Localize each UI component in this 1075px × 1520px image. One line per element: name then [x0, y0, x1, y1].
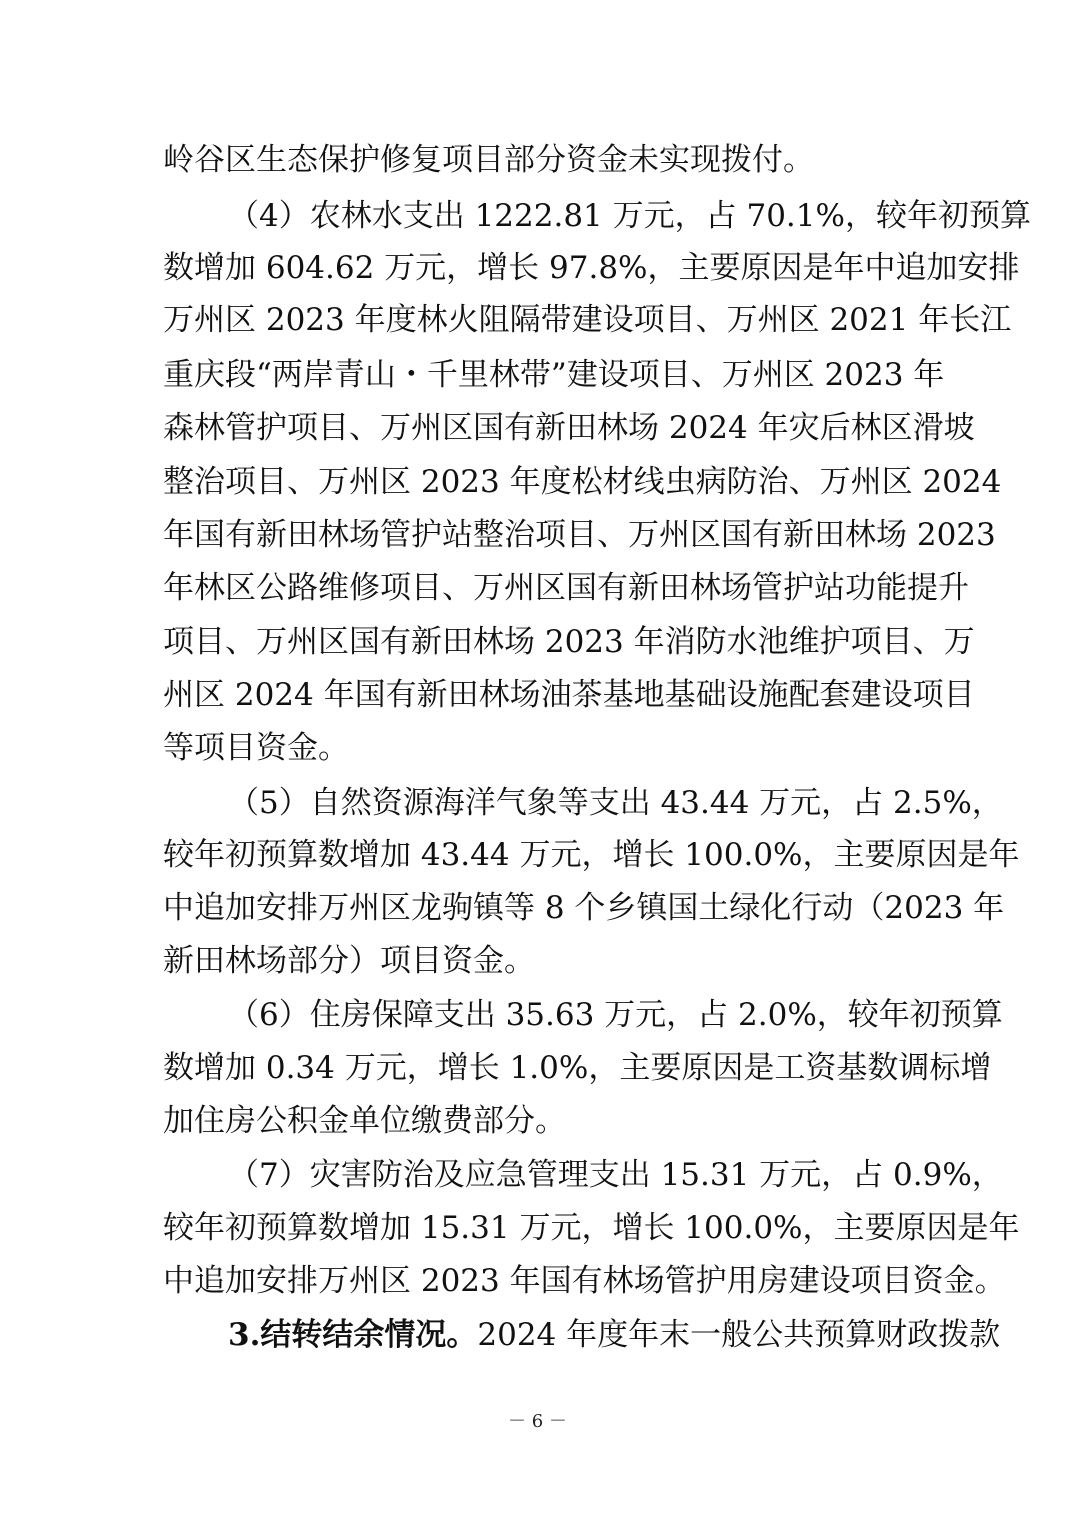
text-line: 数增加 604.62 万元，增长 97.8%，主要原因是年中追加安排	[163, 250, 1020, 286]
section-line	[228, 1315, 1001, 1355]
text-line: 等项目资金。	[163, 730, 349, 766]
text-line: 年国有新田林场管护站整治项目、万州区国有新田林场 2023	[163, 517, 996, 553]
text-line: 年林区公路维修项目、万州区国有新田林场管护站功能提升	[163, 570, 969, 606]
text-line: 中追加安排万州区龙驹镇等 8 个乡镇国土绿化行动（2023 年	[163, 890, 1005, 926]
text-line: （6）住房保障支出 35.63 万元，占 2.0%，较年初预算	[228, 997, 1003, 1033]
text-line: 新田林场部分）项目资金。	[163, 943, 535, 979]
text-line: （7）灾害防治及应急管理支出 15.31 万元，占 0.9%，	[228, 1157, 1003, 1193]
text-line: 州区 2024 年国有新田林场油茶基地基础设施配套建设项目	[163, 677, 975, 713]
text-line: 较年初预算数增加 15.31 万元，增长 100.0%，主要原因是年	[163, 1210, 1020, 1246]
section-heading: 3.结转结余情况。	[228, 1317, 478, 1353]
page-number: － 6 －	[508, 1411, 567, 1432]
text-line: 重庆段“两岸青山・千里林带”建设项目、万州区 2023 年	[163, 357, 945, 393]
text-line: （4）农林水支出 1222.81 万元，占 70.1%，较年初预算	[228, 198, 1031, 234]
text-line: 岭谷区生态保护修复项目部分资金未实现拨付。	[163, 142, 814, 178]
text-line: 较年初预算数增加 43.44 万元，增长 100.0%，主要原因是年	[163, 837, 1020, 873]
text-line: 加住房公积金单位缴费部分。	[163, 1103, 566, 1139]
section-text: 2024 年度年末一般公共预算财政拨款	[477, 1317, 1001, 1353]
text-line: （5）自然资源海洋气象等支出 43.44 万元，占 2.5%，	[228, 785, 1003, 821]
text-line: 整治项目、万州区 2023 年度松材线虫病防治、万州区 2024	[163, 464, 1002, 500]
text-line: 森林管护项目、万州区国有新田林场 2024 年灾后林区滑坡	[163, 410, 975, 446]
text-line: 中追加安排万州区 2023 年国有林场管护用房建设项目资金。	[163, 1263, 1006, 1299]
text-line: 数增加 0.34 万元，增长 1.0%，主要原因是工资基数调标增	[163, 1050, 992, 1086]
text-line: 万州区 2023 年度林火阻隔带建设项目、万州区 2021 年长江	[163, 302, 1012, 338]
text-line: 项目、万州区国有新田林场 2023 年消防水池维护项目、万	[163, 624, 975, 660]
